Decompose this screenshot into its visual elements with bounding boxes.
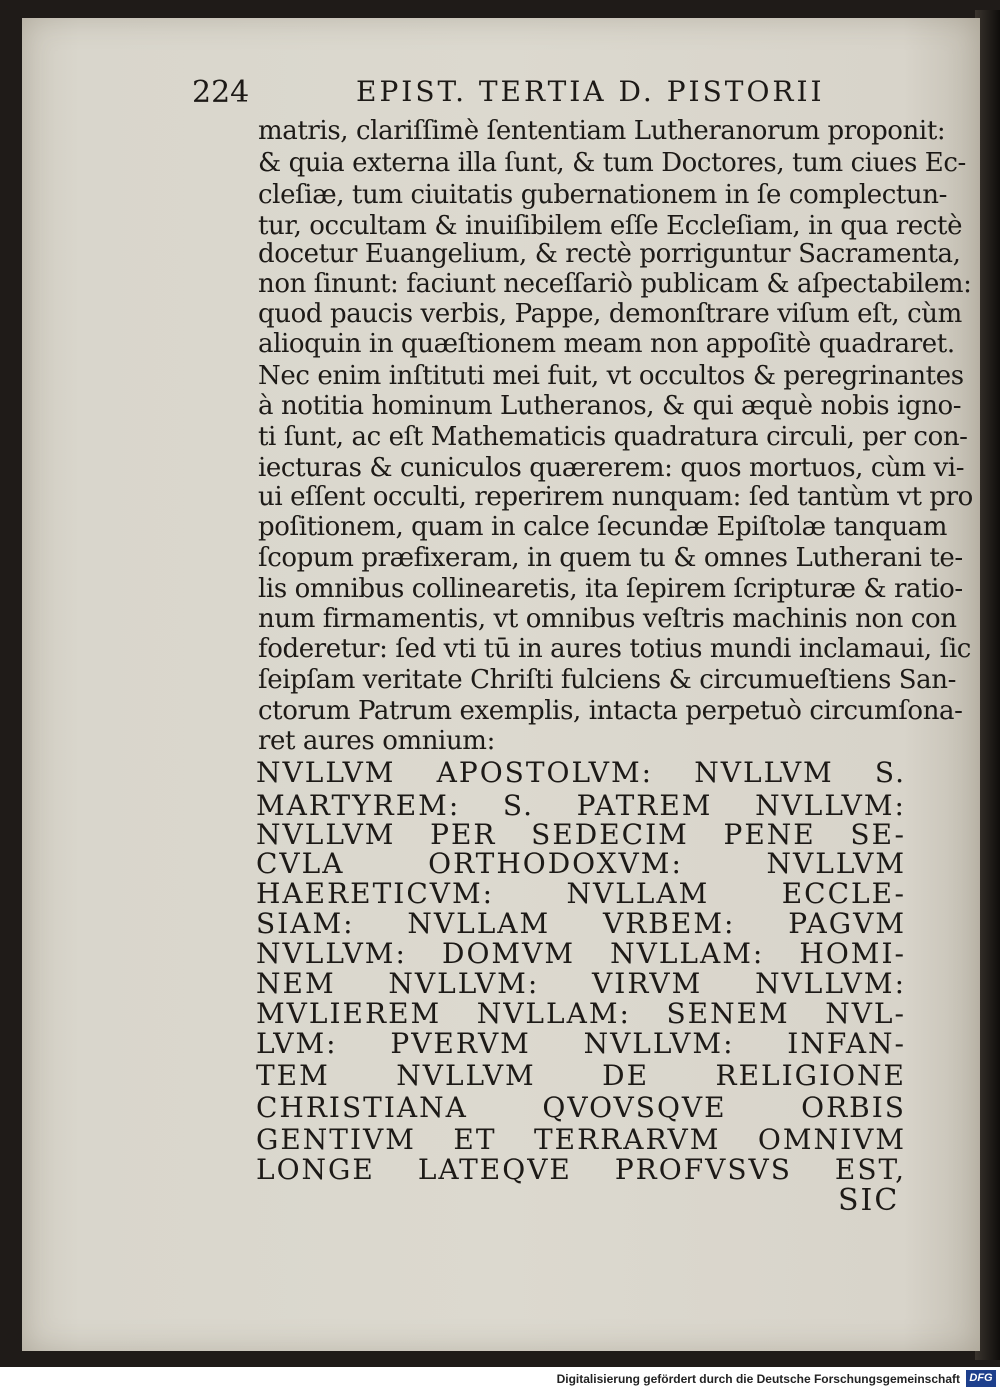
caps-line: NVLLVM PER SEDECIM PENE SE- <box>256 818 906 851</box>
caps-line: HAERETICVM: NVLLAM ECCLE- <box>256 877 906 910</box>
footer-bar <box>0 1367 1000 1391</box>
caps-line: CVLA ORTHODOXVM: NVLLVM <box>256 847 906 880</box>
caps-line: CHRISTIANA QVOVSQVE ORBIS <box>256 1091 906 1124</box>
body-line: Nec enim inſtituti mei fuit, vt occultos & peregrinantes <box>258 361 964 391</box>
caps-line: SIAM: NVLLAM VRBEM: PAGVM <box>256 907 906 940</box>
body-line: docetur Euangelium, & rectè porriguntur Sacramenta, <box>258 239 961 269</box>
body-line: quod paucis verbis, Pappe, demonſtrare viſum eſt, cùm <box>258 299 962 329</box>
caps-line: LONGE LATEQVE PROFVSVS EST, <box>256 1153 906 1186</box>
caps-line: NEM NVLLVM: VIRVM NVLLVM: <box>256 967 906 1000</box>
body-line: ctorum Patrum exemplis, intacta perpetuò circumſona- <box>258 696 963 726</box>
caps-line: TEM NVLLVM DE RELIGIONE <box>256 1059 906 1092</box>
body-line: ti ſunt, ac eſt Mathematicis quadratura circuli, per con- <box>258 422 968 452</box>
body-line: cleſiæ, tum ciuitatis gubernationem in ſe complectun- <box>258 180 948 210</box>
body-line: matris, clariſſimè ſententiam Lutheranorum proponit: <box>258 116 946 146</box>
body-line: non ſinunt: faciunt neceſſariò publicam & aſpectabilem: <box>258 269 972 299</box>
body-line: & quia externa illa ſunt, & tum Doctores, tum ciues Ec- <box>258 148 966 178</box>
funding-credit: Digitalisierung gefördert durch die Deutsche Forschungsgemeinschaft <box>556 1372 960 1386</box>
body-line-last: ret aures omnium: <box>258 726 495 756</box>
caps-line: MVLIEREM NVLLAM: SENEM NVL- <box>256 997 906 1030</box>
body-line: alioquin in quæſtionem meam non appoſitè quadraret. <box>258 329 955 359</box>
body-line: ſcopum præfixeram, in quem tu & omnes Lutherani te- <box>258 543 963 573</box>
catchword: SIC <box>838 1183 900 1218</box>
body-line: ſeipſam veritate Chriſti fulciens & circumueſtiens San- <box>258 665 956 695</box>
body-line: iecturas & cuniculos quærerem: quos mortuos, cùm vi- <box>258 453 965 483</box>
body-line: ui eſſent occulti, reperirem nunquam: ſed tantùm vt pro <box>258 482 973 512</box>
running-title: EPIST. TERTIA D. PISTORII <box>356 75 825 108</box>
dfg-logo: DFG <box>966 1370 996 1387</box>
body-line: num firmamentis, vt omnibus veſtris machinis non con <box>258 604 957 634</box>
body-line: foderetur: ſed vti tū in aures totius mundi inclamaui, ſic <box>258 634 971 664</box>
caps-line: MARTYREM: S. PATREM NVLLVM: <box>256 789 906 822</box>
body-line: tur, occultam & inuiſibilem eſſe Eccleſiam, in qua rectè <box>258 211 963 241</box>
caps-line: NVLLVM: DOMVM NVLLAM: HOMI- <box>256 937 906 970</box>
page-number: 224 <box>192 75 250 110</box>
body-line: à notitia hominum Lutheranos, & qui æquè nobis igno- <box>258 391 962 421</box>
body-line: lis omnibus collinearetis, ita ſepirem ſcripturæ & ratio- <box>258 574 963 604</box>
caps-line: LVM: PVERVM NVLLVM: INFAN- <box>256 1027 906 1060</box>
caps-line: GENTIVM ET TERRARVM OMNIVM <box>256 1123 906 1156</box>
body-line: poſitionem, quam in calce ſecundæ Epiſtolæ tanquam <box>258 512 948 542</box>
caps-line: NVLLVM APOSTOLVM: NVLLVM S. <box>256 756 906 789</box>
